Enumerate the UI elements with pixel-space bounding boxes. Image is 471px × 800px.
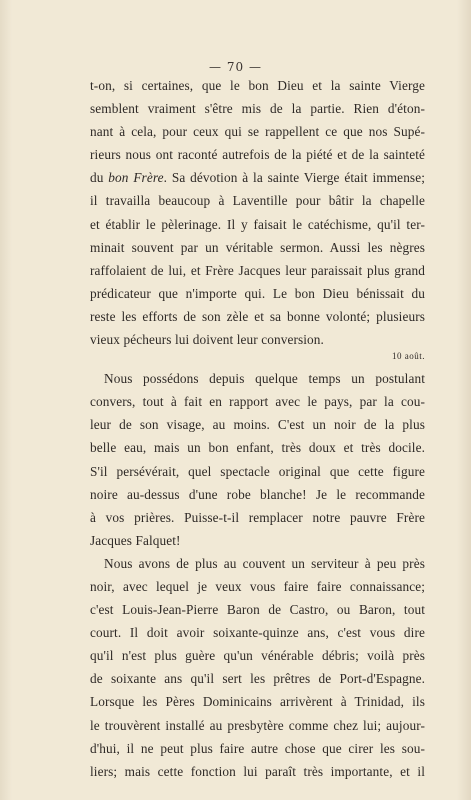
text-line: à vos prières. Puisse-t-il remplacer notre pauvre Frère [90, 509, 425, 525]
text-line: minait souvent par un véritable sermon. Aussi les nègres [90, 239, 425, 255]
text-line: d'hui, il ne peut plus faire autre chose que cirer les sou- [90, 740, 425, 756]
text-fragment: . Sa dévotion à la sainte Vierge était immense; [163, 170, 426, 186]
text-line: il travailla beaucoup à Laventille pour bâtir la chapelle [90, 193, 425, 209]
text-line: noire au-dessus d'une robe blanche! Je le recommande [90, 486, 425, 502]
text-line: c'est Louis-Jean-Pierre Baron de Castro, ou Baron, tout [90, 602, 425, 618]
text-line: le trouvèrent installé au presbytère comme chez lui; aujour- [90, 717, 425, 733]
text-line: court. Il doit avoir soixante-quinze ans, c'est vous dire [90, 625, 425, 641]
text-line: de soixante ans qu'il sert les prêtres de Port-d'Espagne. [90, 671, 425, 687]
text-fragment: du [90, 170, 109, 186]
paragraph-3 [90, 552, 425, 783]
page-number: — 70 — [209, 60, 262, 74]
text-line: qu'il n'est plus guère qu'un vénérable débris; voilà près [90, 648, 425, 664]
text-line: raffolaient de lui, et Frère Jacques leur paraissait plus grand [90, 262, 425, 278]
text-line: Jacques Falquet! [90, 532, 181, 548]
text-line: S'il persévérait, quel spectacle original que cette figure [90, 463, 425, 479]
date-heading: 10 août. [392, 351, 425, 362]
text-line: Lorsque les Pères Dominicains arrivèrent à Trinidad, ils [90, 694, 425, 710]
text-line: belle eau, mais un bon enfant, très doux et très docile. [90, 440, 425, 456]
text-line: nant à cela, pour ceux qui se rappellent ce que nos Supé- [90, 124, 425, 140]
text-line: t-on, si certaines, que le bon Dieu et la sainte Vierge [90, 78, 425, 93]
text-line: Nous avons de plus au couvent un serviteur à peu près [104, 555, 425, 571]
text-line: reste les efforts de son zèle et sa bonne volonté; plusieurs [90, 308, 425, 324]
body-text [90, 74, 425, 783]
text-line: liers; mais cette fonction lui paraît très importante, et il [90, 763, 425, 779]
text-line: semblent vraiment s'être mis de la partie. Rien d'éton- [90, 101, 425, 117]
text-line: vieux pécheurs lui doivent leur conversion. [90, 332, 324, 348]
text-line: et établir le pèlerinage. Il y faisait le catéchisme, qu'il ter- [90, 216, 425, 232]
italic-title: bon Frère [108, 170, 164, 186]
text-line [90, 166, 425, 189]
text-line: noir, avec lequel je veux vous faire faire connaissance; [90, 578, 425, 594]
text-line: convers, tout à fait en rapport avec le pays, par la cou- [90, 394, 425, 410]
paragraph-2 [90, 367, 425, 552]
paragraph-1 [90, 74, 425, 351]
text-line: leur de son visage, au moins. C'est un noir de la plus [90, 417, 425, 433]
text-line: Nous possédons depuis quelque temps un postulant [104, 371, 425, 387]
text-line: rieurs nous ont raconté autrefois de la piété et de la sainteté [90, 147, 425, 163]
text-line: prédicateur que n'importe qui. Le bon Dieu bénissait du [90, 285, 425, 301]
